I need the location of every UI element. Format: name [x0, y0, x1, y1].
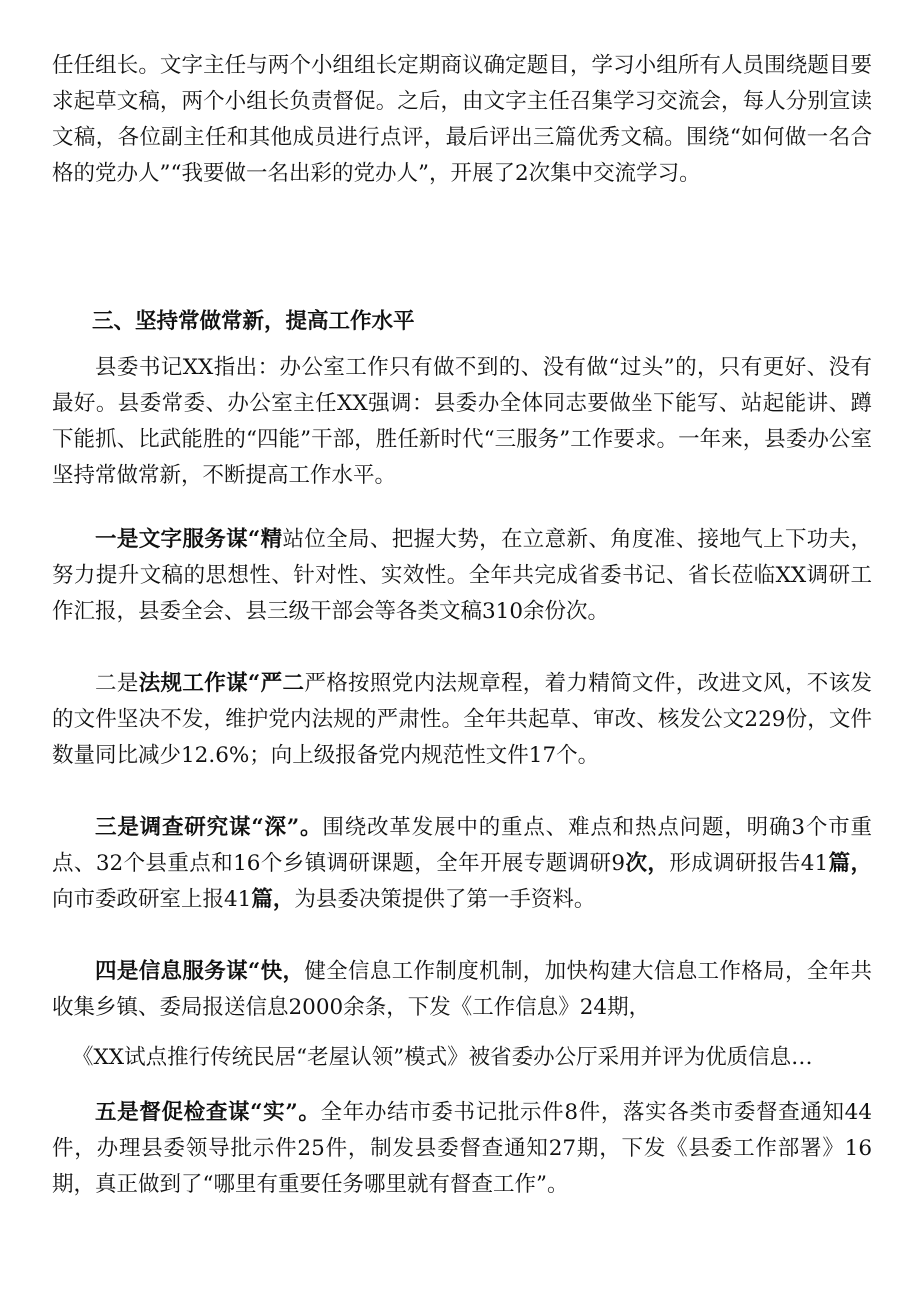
item-2-paragraph	[52, 666, 872, 774]
item-2-lead: 法规工作谋“严二	[138, 671, 305, 696]
item-3-paragraph	[52, 810, 872, 918]
item-3-body-c: 向市委政研室上报41	[52, 887, 252, 912]
item-3-bold-b: 篇，	[828, 851, 872, 876]
item-1-lead: 一是文字服务谋“精	[95, 527, 283, 552]
item-3-bold-a: 次，	[625, 851, 670, 876]
item-1-body: 站位全局、把握大势，在立意新、角度准、接地气上下功夫，努力提升文稿的思想性、针对性、实效性。全年共完成省委书记、省长莅临XX调研工作汇报，县委全会、县三级干部会等各类文稿310余份次。	[52, 527, 872, 624]
item-1-paragraph	[52, 522, 872, 630]
item-3-bold-c: 篇，	[251, 887, 295, 912]
item-5-body: 全年办结市委书记批示件8件，落实各类市委督查通知44件，办理县委领导批示件25件，制发县委督查通知27期，下发《县委工作部署》16期，真正做到了“哪里有重要任务哪里就有督查工作”。	[52, 1100, 873, 1197]
item-3-lead: 三是调查研究谋“深”。	[95, 815, 323, 840]
item-2-body: 严格按照党内法规章程，着力精简文件，改进文风，不该发的文件坚决不发，维护党内法规的严肃性。全年共起草、审改、核发公文229份，文件数量同比减少12.6%；向上级报备党内规范性文件17个。	[52, 671, 872, 768]
item-4-body: 健全信息工作制度机制，加快构建大信息工作格局，全年共收集乡镇、委局报送信息2000余条，下发《工作信息》24期，	[52, 959, 872, 1020]
item-4-lead: 四是信息服务谋“快，	[95, 959, 305, 984]
item-4-paragraph	[52, 954, 872, 1026]
paragraph-secretary-text: 县委书记XX指出：办公室工作只有做不到的、没有做“过头”的，只有更好、没有最好。县委常委、办公室主任XX强调：县委办全体同志要做坐下能写、站起能讲、蹲下能抓、比武能胜的“四能”干部，胜任新时代“三服务”工作要求。一年来，县委办公室坚持常做常新，不断提高工作水平。	[52, 355, 872, 488]
item-5-lead: 五是督促检查谋“实”。	[95, 1100, 321, 1125]
item-5-paragraph	[52, 1095, 872, 1203]
item-3-body-d: 为县委决策提供了第一手资料。	[294, 887, 596, 912]
section-heading-3: 三、坚持常做常新，提高工作水平	[92, 309, 415, 334]
item-3-body-a: 围绕改革发展中的重点、难点和热点问题，明确3个市重点、32个县重点和16个乡镇调研课题，全年开展专题调研9	[52, 815, 872, 876]
paragraph-intro-text: 任任组长。文字主任与两个小组组长定期商议确定题目，学习小组所有人员围绕题目要求起草文稿，两个小组长负责督促。之后，由文字主任召集学习交流会，每人分别宣读文稿，各位副主任和其他成员进行点评，最后评出三篇优秀文稿。围绕“如何做一名合格的党办人”“我要做一名出彩的党办人”，开展了2次集中交流学习。	[52, 53, 872, 186]
item-3-body-b: 形成调研报告41	[669, 851, 829, 876]
paragraph-intro	[52, 48, 872, 192]
paragraph-secretary	[52, 350, 872, 494]
item-4-continuation: 《XX试点推行传统民居“老屋认领”模式》被省委办公厅采用并评为优质信息…	[72, 1045, 813, 1070]
item-2-prefix: 二是	[95, 671, 139, 696]
